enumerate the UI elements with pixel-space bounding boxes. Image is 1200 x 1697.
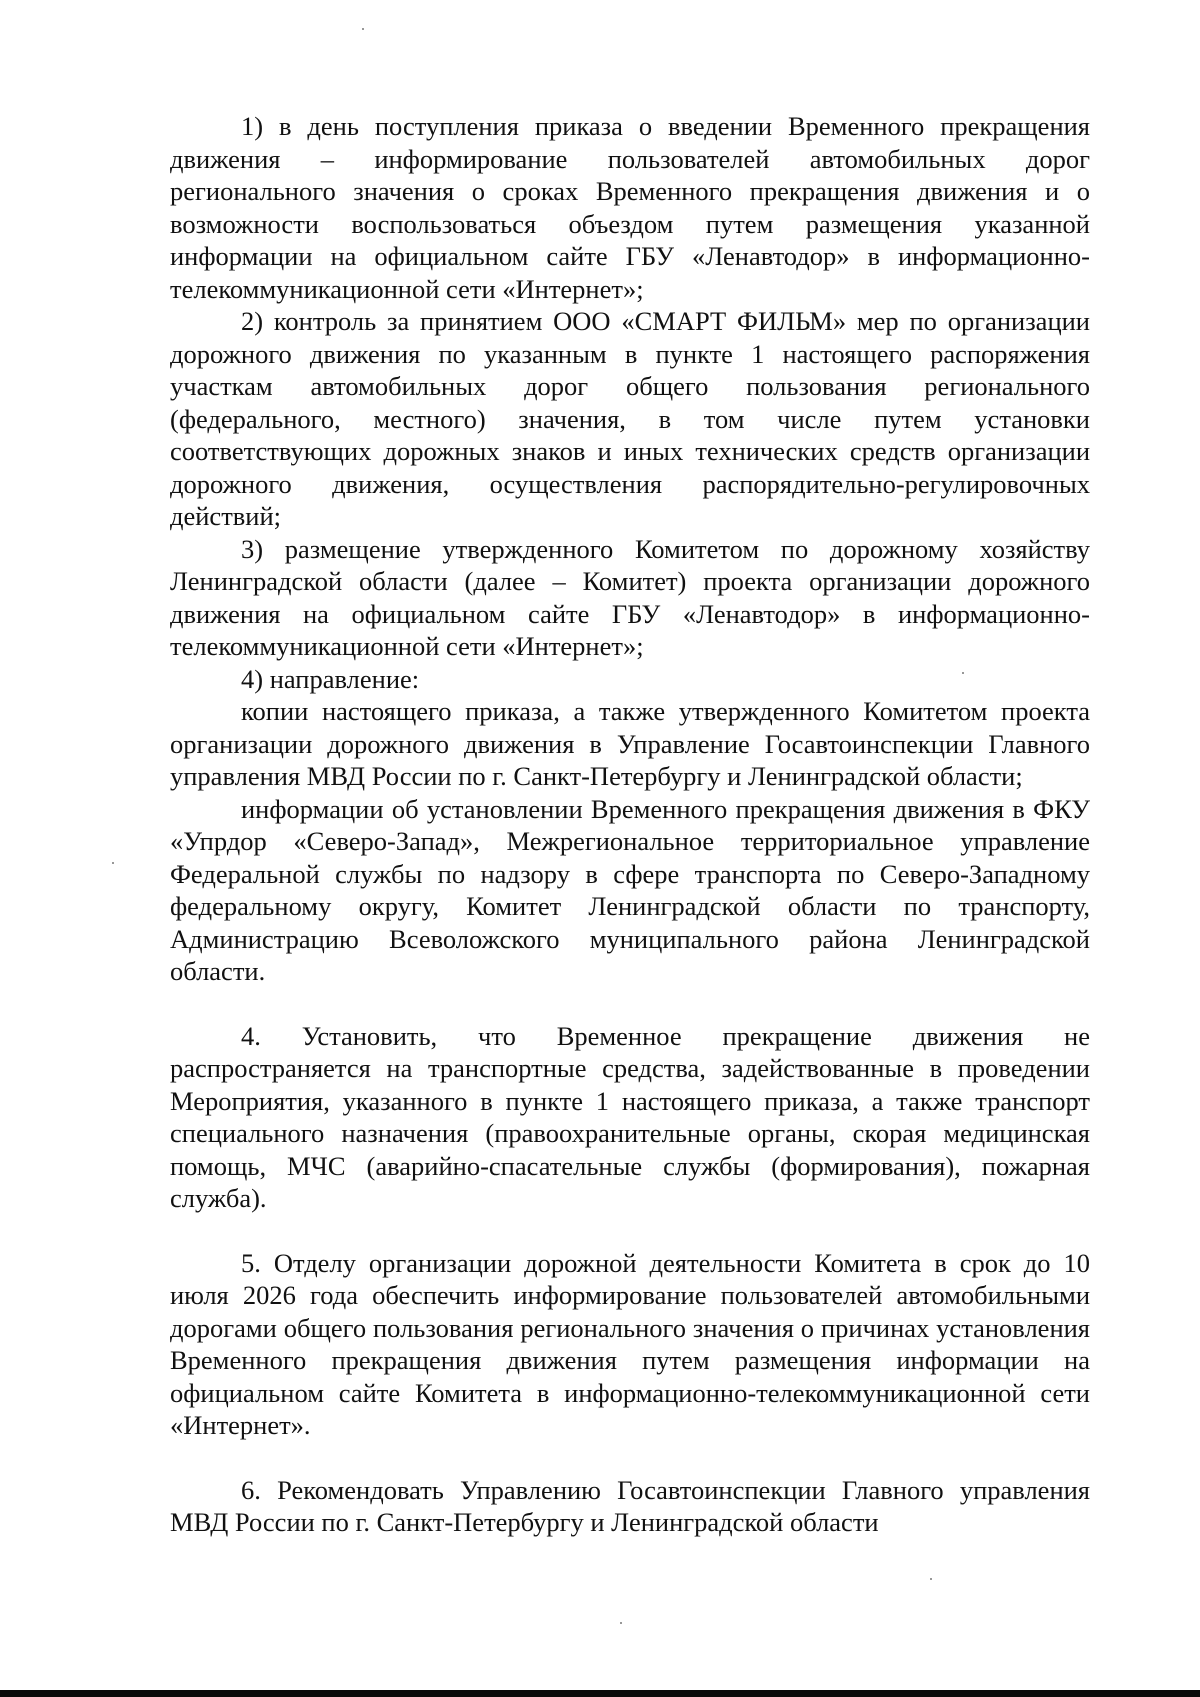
paragraph-gap: [170, 1442, 1090, 1474]
paragraph-3-placement: 3) размещение утвержденного Комитетом по дорожному хозяйству Ленинградской области (далее – Комитет) проекта организации дорожного движения на официальном сайте ГБУ «Ленавтодор» в информационно-телекоммуникационной сети «Интернет»;: [170, 533, 1090, 661]
paragraph-4-direction: 4) направление:: [241, 663, 420, 694]
paragraph-gap: [170, 1215, 1090, 1247]
scan-speck: [620, 1622, 622, 1624]
paragraph-1-informing: 1) в день поступления приказа о введении Временного прекращения движения – информирование пользователей автомобильных дорог регионального значения о сроках Временного прекращения движения и о возможности воспользоваться объездом путем размещения указанной информации на официальном сайте ГБУ «Ленавтодор» в информационно-телекоммуникационной сети «Интернет»;: [170, 111, 1090, 304]
section-6-recommend: 6. Рекомендовать Управлению Госавтоинспекции Главного управления МВД России по г. Санкт-Петербургу и Ленинградской области: [170, 1474, 1090, 1537]
scan-speck: [362, 28, 364, 30]
document-body: [170, 110, 1090, 1539]
paragraph-4-information: информации об установлении Временного прекращения движения в ФКУ «Упрдор «Северо-Запад», Межрегиональное территориальное управление Федеральной службы по надзору в сфере транспорта по Северо-Западному федеральному округу, Комитет Ленинградской области по транспорту, Администрацию Всеволожского муниципального района Ленинградской области.: [170, 793, 1090, 986]
paragraph-gap: [170, 988, 1090, 1020]
section-4-establish: 4. Установить, что Временное прекращение движения не распространяется на транспортные средства, задействованные в проведении Мероприятия, указанного в пункте 1 настоящего приказа, а также транспорт специального назначения (правоохранительные органы, скорая медицинская помощь, МЧС (аварийно-спасательные службы (формирования), пожарная служба).: [170, 1020, 1090, 1213]
paragraph-4-copies: копии настоящего приказа, а также утвержденного Комитетом проекта организации дорожного движения в Управление Госавтоинспекции Главного управления МВД России по г. Санкт-Петербургу и Ленинградской области;: [170, 696, 1090, 791]
scan-speck: [930, 1578, 932, 1580]
paragraph-2-control: 2) контроль за принятием ООО «СМАРТ ФИЛЬМ» мер по организации дорожного движения по указанным в пункте 1 настоящего распоряжения участкам автомобильных дорог общего пользования регионального (федерального, местного) значения, в том числе путем установки соответствующих дорожных знаков и иных технических средств организации дорожного движения, осуществления распорядительно-регулировочных действий;: [170, 306, 1090, 531]
scan-bottom-edge: [0, 1690, 1200, 1697]
section-5-department: 5. Отделу организации дорожной деятельности Комитета в срок до 10 июля 2026 года обеспечить информирование пользователей автомобильными дорогами общего пользования регионального значения о причинах установления Временного прекращения движения путем размещения информации на официальном сайте Комитета в информационно-телекоммуникационной сети «Интернет».: [170, 1247, 1090, 1440]
scan-speck: [112, 862, 114, 864]
